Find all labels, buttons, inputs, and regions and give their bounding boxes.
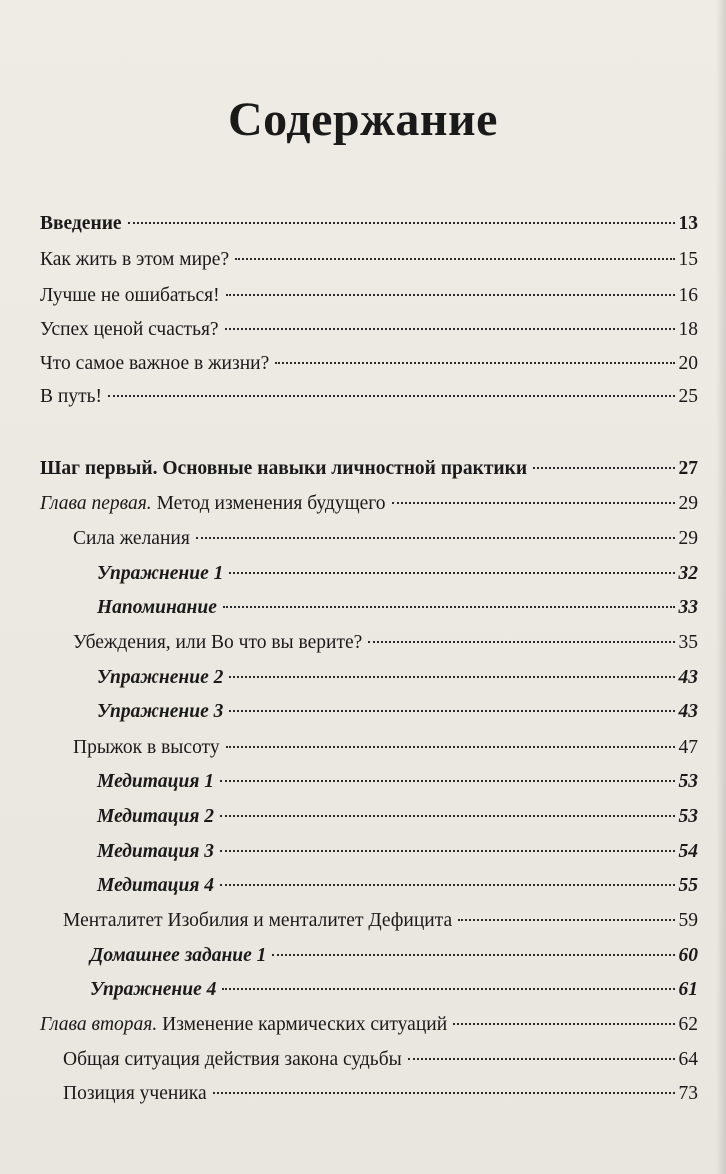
toc-entry-page: 54 bbox=[678, 841, 698, 862]
toc-entry-page: 32 bbox=[678, 563, 698, 584]
toc-dot-leader bbox=[196, 537, 675, 539]
toc-dot-leader bbox=[220, 780, 674, 782]
toc-entry-title: Прыжок в высоту bbox=[73, 737, 220, 758]
toc-entry-page: 13 bbox=[678, 213, 698, 234]
toc-entry-page: 55 bbox=[678, 875, 698, 896]
toc-dot-leader bbox=[226, 294, 675, 296]
toc-entry bbox=[40, 492, 698, 516]
toc-entry bbox=[97, 874, 698, 898]
page-title: Содержание bbox=[228, 93, 498, 146]
toc-entry-page: 62 bbox=[678, 1014, 698, 1035]
toc-entry-title: Медитация 2 bbox=[97, 806, 215, 827]
toc-entry-page: 47 bbox=[678, 737, 698, 758]
toc-entry-page: 35 bbox=[678, 632, 698, 653]
toc-entry-title: Введение bbox=[40, 213, 122, 234]
toc-entry-page: 60 bbox=[678, 945, 698, 966]
toc-entry bbox=[40, 457, 698, 481]
toc-entry-page: 15 bbox=[678, 249, 698, 270]
toc-entry-page: 53 bbox=[678, 771, 698, 792]
toc-dot-leader bbox=[220, 815, 674, 817]
toc-entry bbox=[97, 596, 698, 620]
toc-entry bbox=[40, 352, 698, 376]
toc-entry-title: Позиция ученика bbox=[63, 1083, 207, 1104]
toc-entry bbox=[73, 527, 698, 551]
toc-dot-leader bbox=[229, 676, 674, 678]
toc-entry-page: 53 bbox=[678, 806, 698, 827]
toc-dot-leader bbox=[458, 919, 674, 921]
toc-dot-leader bbox=[408, 1058, 675, 1060]
toc-dot-leader bbox=[226, 746, 675, 748]
toc-chapter-label: Глава вторая. bbox=[40, 1014, 158, 1035]
toc-entry bbox=[73, 736, 698, 760]
toc-entry-title: Общая ситуация действия закона судьбы bbox=[63, 1049, 402, 1070]
toc-entry bbox=[97, 805, 698, 829]
toc-entry bbox=[73, 631, 698, 655]
toc-entry-title: Напоминание bbox=[97, 597, 217, 618]
toc-entry-page: 25 bbox=[678, 386, 698, 407]
toc-dot-leader bbox=[392, 502, 675, 504]
toc-entry bbox=[97, 666, 698, 690]
toc-entry-page: 16 bbox=[678, 285, 698, 306]
toc-dot-leader bbox=[235, 258, 674, 260]
toc-entry-title: Менталитет Изобилия и менталитет Дефицита bbox=[63, 910, 453, 931]
toc-chapter-title: Метод изменения будущего bbox=[156, 493, 386, 514]
toc-entry-title: Медитация 4 bbox=[97, 875, 215, 896]
toc-dot-leader bbox=[229, 572, 674, 574]
toc-entry bbox=[63, 1082, 698, 1106]
toc-dot-leader bbox=[275, 362, 674, 364]
toc-entry bbox=[97, 700, 698, 724]
toc-dot-leader bbox=[108, 395, 675, 397]
toc-entry-title: Что самое важное в жизни? bbox=[40, 353, 270, 374]
toc-dot-leader bbox=[223, 606, 675, 608]
toc-entry-page: 64 bbox=[678, 1049, 698, 1070]
toc-entry-title: В путь! bbox=[40, 386, 102, 407]
toc-dot-leader bbox=[453, 1023, 674, 1025]
toc-entry-title bbox=[40, 492, 388, 516]
toc-entry bbox=[97, 840, 698, 864]
toc-dot-leader bbox=[220, 884, 674, 886]
toc-entry-title: Шаг первый. Основные навыки личностной практики bbox=[40, 458, 528, 479]
toc-entry bbox=[40, 318, 698, 342]
toc-entry bbox=[40, 284, 698, 308]
toc-entry-page: 61 bbox=[678, 979, 698, 1000]
toc-entry-title: Упражнение 2 bbox=[97, 667, 224, 688]
toc-entry-title: Как жить в этом мире? bbox=[40, 249, 230, 270]
toc-dot-leader bbox=[368, 641, 674, 643]
toc-dot-leader bbox=[128, 222, 675, 224]
toc-dot-leader bbox=[222, 988, 674, 990]
toc-entry-title: Упражнение 3 bbox=[97, 701, 224, 722]
toc-entry bbox=[90, 978, 698, 1002]
toc-entry-page: 18 bbox=[678, 319, 698, 340]
toc-entry-title: Медитация 1 bbox=[97, 771, 215, 792]
toc-dot-leader bbox=[533, 467, 674, 469]
toc-entry-title: Упражнение 4 bbox=[90, 979, 217, 1000]
toc-entry-page: 43 bbox=[678, 667, 698, 688]
toc-entry-page: 27 bbox=[678, 458, 698, 479]
toc-entry-title: Успех ценой счастья? bbox=[40, 319, 219, 340]
page-edge-shadow bbox=[716, 0, 726, 1174]
toc-entry bbox=[97, 562, 698, 586]
toc-entry bbox=[40, 248, 698, 272]
toc-entry bbox=[40, 212, 698, 236]
toc-entry-page: 33 bbox=[678, 597, 698, 618]
toc-dot-leader bbox=[225, 328, 675, 330]
toc-entry-page: 59 bbox=[678, 910, 698, 931]
toc-entry-title: Домашнее задание 1 bbox=[90, 945, 267, 966]
toc-entry-page: 73 bbox=[678, 1083, 698, 1104]
toc-entry-title: Сила желания bbox=[73, 528, 190, 549]
toc-chapter-title: Изменение кармических ситуаций bbox=[162, 1014, 448, 1035]
toc-dot-leader bbox=[272, 954, 674, 956]
toc-entry bbox=[63, 909, 698, 933]
toc-entry bbox=[40, 385, 698, 409]
toc-entry-page: 20 bbox=[678, 353, 698, 374]
toc-entry-title: Медитация 3 bbox=[97, 841, 215, 862]
toc-entry-page: 29 bbox=[678, 493, 698, 514]
toc-entry bbox=[90, 944, 698, 968]
toc-entry-title: Убеждения, или Во что вы верите? bbox=[73, 632, 363, 653]
toc-dot-leader bbox=[220, 850, 674, 852]
toc-dot-leader bbox=[213, 1092, 675, 1094]
toc-entry bbox=[63, 1048, 698, 1072]
toc-entry bbox=[97, 770, 698, 794]
toc-chapter-label: Глава первая. bbox=[40, 493, 152, 514]
toc-entry bbox=[40, 1013, 698, 1037]
toc-entry-title: Упражнение 1 bbox=[97, 563, 224, 584]
toc-entry-page: 29 bbox=[678, 528, 698, 549]
toc-entry-title: Лучше не ошибаться! bbox=[40, 285, 220, 306]
toc-entry-page: 43 bbox=[678, 701, 698, 722]
toc-dot-leader bbox=[229, 710, 674, 712]
toc-entry-title bbox=[40, 1013, 449, 1037]
